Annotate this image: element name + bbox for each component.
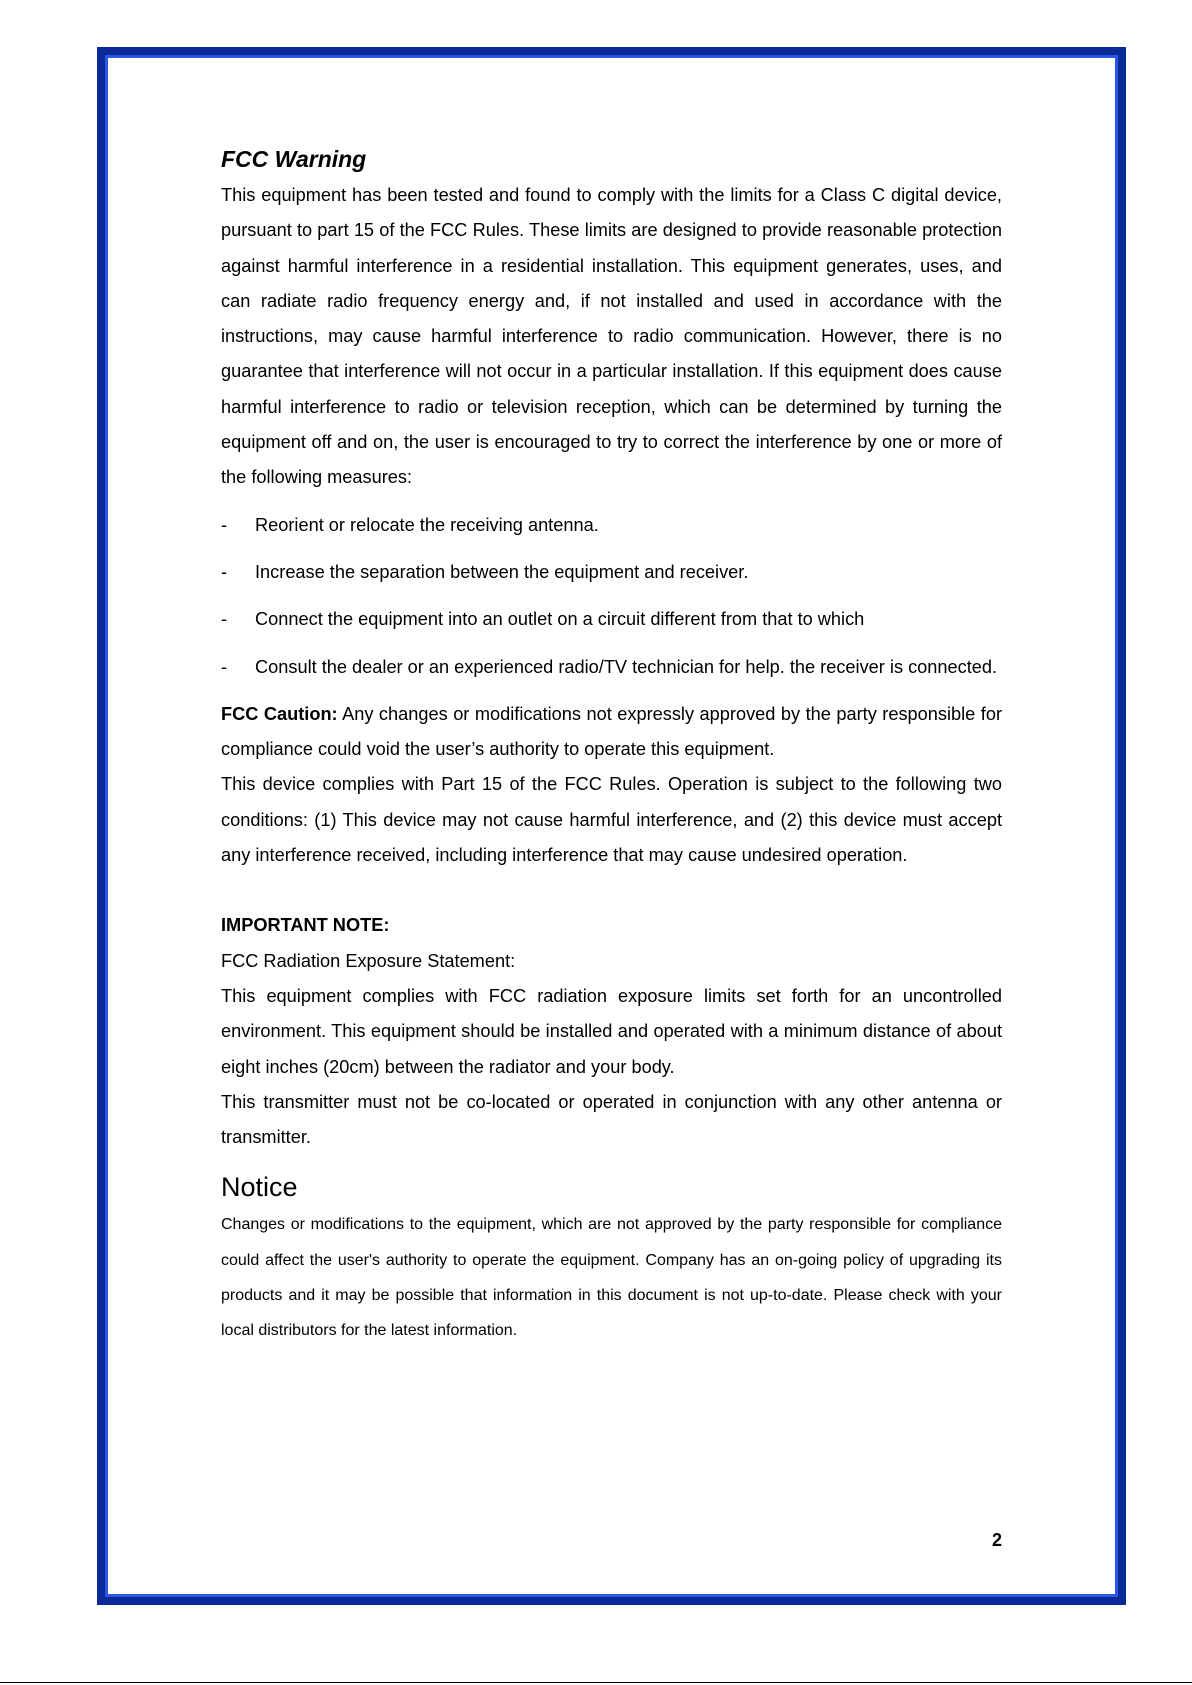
section-spacer <box>221 873 1002 908</box>
bullet-dash: - <box>221 514 228 535</box>
list-item <box>221 508 1002 543</box>
fcc-caution-label: FCC Caution: <box>221 703 338 724</box>
list-item <box>221 602 1002 637</box>
interference-measures-list <box>221 508 1002 685</box>
list-item-text: Reorient or relocate the receiving antenna. <box>255 514 599 535</box>
list-item <box>221 650 1002 685</box>
radiation-exposure-subtitle: FCC Radiation Exposure Statement: <box>221 950 516 971</box>
radiation-exposure-text: This equipment complies with FCC radiation exposure limits set forth for an uncontrolled environment. This equipment should be installed and operated with a minimum distance of about eight inches (20cm) between the radiator and your body. <box>221 985 1002 1077</box>
notice-body: Changes or modifications to the equipment, which are not approved by the party responsible for compliance could affect the user's authority to operate the equipment. Company has an on-going policy of upgrading its products and it may be possible that information in this document is not up-to-date. Please check with your local distributors for the latest information. <box>221 1216 1002 1340</box>
fcc-warning-heading: FCC Warning <box>221 146 367 172</box>
bullet-dash: - <box>221 656 228 677</box>
page-content <box>221 140 1002 1349</box>
bullet-dash: - <box>221 609 228 630</box>
bullet-dash: - <box>221 561 228 582</box>
list-item-text: Connect the equipment into an outlet on a circuit different from that to which <box>255 609 865 630</box>
fcc-caution-text: Any changes or modifications not expressly approved by the party responsible for compliance could void the user’s authority to operate this equipment. <box>221 703 1003 760</box>
page-number: 2 <box>991 1530 1002 1550</box>
list-item <box>221 555 1002 590</box>
bottom-divider <box>0 1682 1192 1683</box>
part-15-compliance-text: This device complies with Part 15 of the FCC Rules. Operation is subject to the following two conditions: (1) This device may not cause harmful interference, and (2) this device must accept any interference received, including interference that may cause undesired operation. <box>221 774 1002 866</box>
fcc-caution-paragraph <box>221 697 1002 768</box>
important-note-heading: IMPORTANT NOTE: <box>221 915 390 936</box>
list-item-text: Increase the separation between the equipment and receiver. <box>255 561 749 582</box>
list-item-text: Consult the dealer or an experienced radio/TV technician for help. the receiver is connected. <box>255 656 998 677</box>
fcc-warning-body: This equipment has been tested and found to comply with the limits for a Class C digital device, pursuant to part 15 of the FCC Rules. These limits are designed to provide reasonable protection against harmful interference in a residential installation. This equipment generates, uses, and can radiate radio frequency energy and, if not installed and used in accordance with the instructions, may cause harmful interference to radio communication. However, there is no guarantee that interference will not occur in a particular installation. If this equipment does cause harmful interference to radio or television reception, which can be determined by turning the equipment off and on, the user is encouraged to try to correct the interference by one or more of the following measures: <box>221 185 1002 488</box>
notice-heading: Notice <box>221 1172 298 1203</box>
colocation-text: This transmitter must not be co-located or operated in conjunction with any other antenna or transmitter. <box>221 1091 1002 1148</box>
